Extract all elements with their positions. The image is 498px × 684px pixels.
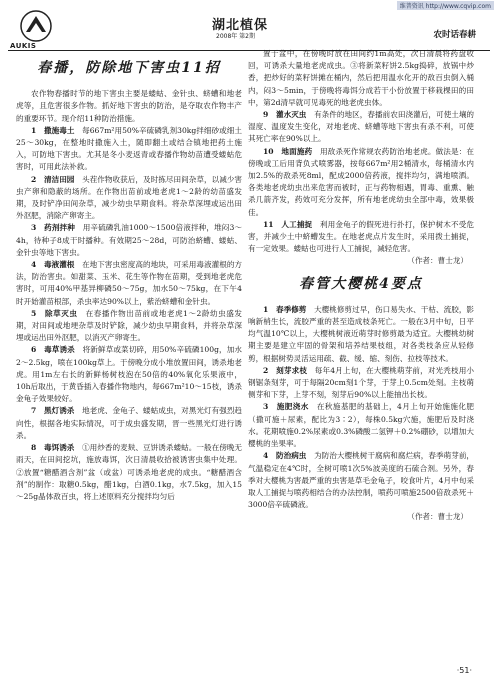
item-heading: 防治病虫 (275, 451, 307, 461)
item-text: 将新鲜草或菜切碎，用50%辛硫磷100g，加水2～2.5kg，喷在100kg草上。于傍晚分成小堆放置田间，诱杀地老虎。用1m左右长的新鲜杨树枝泡在50倍的40%氧化乐果液中，10h后取出，于黄昏插入春播作物地内，每667m²10～15枝，诱杀金龟子效果较好。 (16, 345, 243, 404)
list-item (16, 222, 242, 259)
item-text: 在地下害虫密度高的地块，可采用毒液灌根的方法，防治害虫。如甜菜、玉米、花生等作物在苗期，受到地老虎危害时，可用40%甲基异柳磷50～75g，加水50～75kg，在下午4时开始灌苗根部，杀虫率达90%以上，紫治蛴螬和金针虫。 (16, 260, 243, 306)
list-item (248, 109, 474, 146)
item-heading: 灌水灭虫 (275, 110, 307, 120)
article-title-cherry: 春管大樱桃4要点 (299, 275, 423, 292)
item-number: 4 (263, 451, 269, 461)
item-text: 在秋施基肥的基础上，4月上旬开始施施化肥（撒可施＋尿素，配比为3∶2），每株0.5kg穴施，施肥后及时浇水。花期喷施0.2%尿素或0.3%磷酸二氢钾＋0.2%硼砂，以增加大樱桃的坐果率。 (248, 402, 475, 449)
item-number: 7 (31, 406, 37, 416)
item-number: 2 (31, 174, 37, 184)
item-heading: 毒饵诱杀 (43, 443, 75, 453)
item-text: 大樱桃修剪过早，伤口易失水、干枯、流胶，影响新梢生长，流胶严重的甚至造成枝条死亡。一般在3月中旬，日平均气温10℃以上，大樱桃树液近萌芽时修剪最为适宜。大樱桃幼树期主要是建立牢固的骨架和培养结果枝组，对各类枝条应从轻修剪，根据树势灵活运用疏、截、缓、缩、刻伤、拉枝等技术。 (248, 304, 475, 363)
item-heading: 人工捕捉 (281, 219, 313, 229)
item-heading: 施肥浇水 (276, 402, 309, 412)
list-item (248, 146, 474, 219)
issue-label: 2008年 第2期 (216, 33, 255, 40)
right-column (248, 48, 474, 524)
item-text: ①用炒香的麦麸、豆饼诱杀蝼蛄。一般在傍晚无雨天，在田间挖坑，施放毒饵，次日清晨收拾被诱害虫集中处理。②放置“糖醋酒含剂”盆（或盆）可诱杀地老虎的成虫。“糖醋酒含剂”的制作：取糖0.5kg，醋1kg，白酒0.1kg，水7.5kg，加入15～25g晶体敌百虫，将上述原料充分搅拌均匀后 (16, 443, 243, 501)
item-number: 1 (263, 304, 269, 314)
item-number: 6 (31, 345, 37, 355)
item-heading: 黑灯诱杀 (43, 406, 75, 416)
magazine-logo-icon (20, 10, 52, 42)
list-item (16, 405, 242, 442)
article-continuation: 置于盆中，在傍晚时放在田间约1m高处，次日清晨将药盘收回，可诱杀大量地老虎成虫。③将新菜籽饼2.5kg捣碎，放锅中炒香，把炒好的菜籽饼摊在桶内，然后把用温水化开的敌百虫倒入桶内，闷3～5min，于傍晚将毒饵分成若干小份放置于移栽棵田的田中，第2d清早就可见毒死的地老虎虫体。 (248, 49, 474, 107)
list-item (16, 344, 242, 405)
list-item (16, 174, 242, 223)
list-item (248, 219, 474, 256)
item-number: 9 (263, 110, 269, 120)
watermark-banner: 维普资讯 http://www.cqvip.com (397, 1, 494, 10)
item-text: 地老虎、金龟子、蝼蛄成虫，对黑光灯有强烈趋向性，根据各地实际情况，可于成虫盛发期，晋一些黑光灯进行诱杀。 (16, 406, 243, 440)
item-number: 5 (31, 308, 37, 318)
item-text: 每667m²用50%辛硫磷乳剂30kg拌细砂或细土25～30kg，在整地时撒施入土，随即翻土或结合镇地把药土施入，可防地下害虫。尤其是冬小麦返青或春播作物幼苗遭受蝼蛄危害时，可用此法补救。 (16, 125, 242, 172)
item-number: 4 (31, 260, 37, 270)
cherry-tips-list (248, 304, 474, 511)
item-heading: 药剂拌种 (44, 223, 75, 233)
item-text: 为防治大樱桃树干腐病和腐烂病，春季萌芽前，气温稳定在4℃时，全树可喷1次5%波美度的石硫合剂。另外，春季对大樱桃为害最严重的虫害是草毛金龟子，咬食叶片，4月中旬采取人工捕捉与喷药相结合的办法控制，喷药可喷施2500倍敌杀死＋3000倍辛硫磷液。 (248, 451, 475, 510)
item-text: 用敌杀死作常规农药防治地老虎。做法是：在傍晚或工后用背负式喷雾器，按每667m²用2桶清水，每桶清水内加2.5%的敌杀死8ml，配成2000倍药液，搅拌均匀，满地喷洒。各类地老虎幼虫出来危害而被时，正与药物相遇，胃毒、重熏、触杀几箭齐发，药效可充分发挥，所有地老虎幼虫全部中毒，效果极佳。 (248, 146, 475, 217)
list-item (16, 308, 242, 345)
item-heading: 毒液灌根 (43, 260, 75, 270)
item-heading: 除草灭虫 (44, 308, 78, 318)
item-heading: 刻芽求枝 (276, 365, 308, 375)
list-item (248, 450, 474, 511)
item-heading: 撒施毒土 (43, 125, 75, 135)
item-number: 11 (263, 219, 274, 229)
item-number: 10 (263, 146, 274, 156)
page-number: ·51· (456, 666, 472, 675)
logo-caption: AUKIS (10, 42, 37, 50)
item-text: 有条件的地区，春播前农田浇灌后，可使土壤的湿度、温度发生变化，对地老虎、蛴螬等地下害虫有杀不利，可使其死亡率在90%以上。 (248, 110, 475, 144)
item-text: 利用金龟子的假死进行扑打，保护树木不受危害，并减少土中蛴螬发生。在地老虎点片发生时，采用拨土捕捉，有一定效果。蝼蛄也可进行人工捕捉，减轻危害。 (248, 219, 475, 254)
item-heading: 清洁田园 (43, 174, 75, 184)
item-number: 8 (31, 443, 37, 453)
list-item (16, 442, 242, 503)
item-text: 头茬作物收获后，及时拣尽田间杂草，以减少害虫产卵和隐蔽的场所。在作物出苗前或地老虎1～2龄的幼苗盛发期，及时铲净田间杂草，减少幼虫早期食料。将杂草深埋或运出田外沤肥，消除产卵寄主。 (16, 174, 243, 221)
pest-measures-list-continued (248, 109, 474, 255)
list-item (248, 365, 474, 402)
item-number: 3 (31, 223, 37, 233)
item-text: 用辛硫磷乳油1000～1500倍液拌种，堆闷3～4h，待种子8成干时播种。有效期25～28d，可防治蛴螬、蝼蛄、金针虫等地下害虫。 (16, 223, 243, 257)
item-number: 2 (263, 365, 269, 375)
list-item (248, 304, 474, 365)
column-tag: 农时话春耕 (433, 30, 476, 40)
item-heading: 春季修剪 (275, 304, 307, 314)
item-text: 每年4月上旬，在大樱桃萌芽前，对光秃枝用小钢锯条刻芽，可于每隔20cm刻1个芽，于芽上0.5cm处刻。主枝萌侧芽和下芽，上芽不刻，刻芽后90%以上能抽出长枝。 (248, 365, 475, 400)
pest-measures-list (16, 125, 242, 503)
item-heading: 毒草诱杀 (44, 345, 75, 355)
left-column (16, 52, 242, 503)
page-header (0, 6, 498, 50)
list-item (248, 401, 474, 450)
item-text: 在春播作物出苗前或地老虎1～2龄幼虫盛发期，对田间或地埂杂草及时铲除，减少幼虫早期食料，并将杂草深埋或运出田外沤肥，以消灭产卵寄生。 (16, 308, 242, 343)
list-item (16, 125, 242, 174)
author-signature-cherry: （作者：曹士龙） (407, 512, 468, 522)
author-signature: （作者：曹士龙） (407, 256, 468, 266)
article-title-pest: 春播，防除地下害虫11招 (37, 60, 221, 76)
list-item (16, 259, 242, 308)
article-intro: 农作物春播时节的地下害虫主要是蝼蛄、金针虫、蛴螬和地老虎等，且危害很多作物。抓好地下害虫的防治，是夺取农作物丰产的重要环节。现介绍11种防治措施。 (16, 89, 242, 123)
item-heading: 地面施药 (281, 146, 313, 156)
magazine-title: 湖北植保 (212, 18, 269, 33)
item-number: 1 (31, 125, 37, 135)
item-number: 3 (263, 402, 269, 412)
